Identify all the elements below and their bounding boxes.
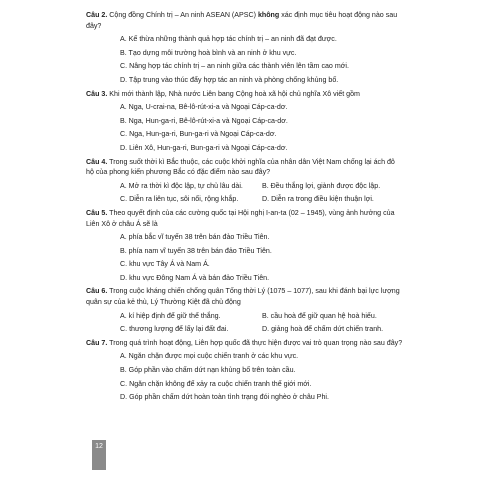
- question-number: Câu 4.: [86, 157, 108, 166]
- question-4-text: Câu 4. Trong suốt thời kì Bắc thuộc, các cuộc khởi nghĩa của nhân dân Việt Nam chống lại ách đô hộ của phong kiến phương Bắc có đặc điểm nào sau đây?: [86, 157, 395, 177]
- question-number: Câu 6.: [86, 287, 108, 296]
- option-a: A. Mở ra thời kì độc lập, tự chủ lâu dài.: [120, 181, 243, 190]
- option-d: D. khu vực Đông Nam Á và bán đảo Triều Tiên.: [120, 273, 270, 282]
- option-d: D. Liên Xô, Hun-ga-ri, Bun-ga-ri và Ngoại Cáp-ca-dơ.: [120, 143, 288, 152]
- question-3: [86, 89, 404, 100]
- option-b: B. Đều thắng lợi, giành được độc lập.: [262, 181, 381, 190]
- option-c: C. Nâng hợp tác chính trị – an ninh giữa các thành viên lên tầm cao mới.: [120, 62, 349, 71]
- question-number: Câu 2.: [86, 11, 108, 19]
- option-row: [120, 194, 404, 205]
- question-number: Câu 7.: [86, 338, 108, 347]
- option-c: C. thương lượng để lấy lại đất đai.: [120, 325, 229, 334]
- option-row: [120, 311, 404, 322]
- question-2: [86, 10, 404, 31]
- option-c: C. Diễn ra liên tục, sôi nổi, rộng khắp.: [120, 195, 239, 204]
- question-5: [86, 208, 404, 229]
- option-row: [120, 181, 404, 192]
- option-d: D. Góp phần chấm dứt hoàn toàn tình trạng đói nghèo ở châu Phi.: [120, 393, 329, 402]
- option-a: A. phía bắc vĩ tuyến 38 trên bán đảo Triều Tiên.: [120, 233, 270, 242]
- question-5-text: Câu 5. Theo quyết định của các cường quốc tại Hội nghị I-an-ta (02 – 1945), vùng ảnh hưởng của Liên Xô ở châu Á sẽ là: [86, 208, 395, 228]
- option-a: A. Ngăn chặn được mọi cuộc chiến tranh ở các khu vực.: [120, 352, 299, 361]
- option-row: [120, 324, 404, 335]
- option-b: B. cầu hoà để giữ quan hệ hoà hiếu.: [262, 311, 377, 320]
- question-number: Câu 5.: [86, 208, 108, 217]
- question-3-text: Câu 3. Khi mới thành lập, Nhà nước Liên bang Cộng hoà xã hội chủ nghĩa Xô viết gồm: [86, 89, 360, 98]
- option-d: D. Tập trung vào thúc đẩy hợp tác an ninh và phòng chống khủng bố.: [120, 75, 339, 84]
- option-a: A. kí hiệp định để giữ thể thắng.: [120, 311, 221, 320]
- emphasis-word: không: [257, 11, 280, 19]
- question-list: [86, 10, 404, 406]
- option-b: B. phía nam vĩ tuyến 38 trên bán đảo Triều Tiên.: [120, 246, 272, 255]
- question-4: [86, 157, 404, 178]
- question-number: Câu 3.: [86, 89, 108, 98]
- option-c: C. Nga, Hun-ga-ri, Bun-ga-ri và Ngoại Cáp-ca-dơ.: [120, 130, 277, 139]
- question-2-text: Câu 2. Cộng đồng Chính trị – An ninh ASEAN (APSC) không xác định mục tiêu hoạt động nào sau đây?: [86, 11, 398, 30]
- option-c: C. Ngăn chặn không để xảy ra cuộc chiến tranh thế giới mới.: [120, 379, 312, 388]
- option-a: A. Nga, U-crai-na, Bê-lô-rút-xi-a và Ngoại Cáp-ca-dơ.: [120, 103, 288, 112]
- option-d: D. giảng hoà để chấm dứt chiến tranh.: [262, 325, 384, 334]
- question-7-text: Câu 7. Trong quá trình hoạt động, Liên hợp quốc đã thực hiện được vai trò quan trọng nào sau đây?: [86, 338, 403, 347]
- option-b: B. Tạo dựng môi trường hoà bình và an ninh ở khu vực.: [120, 48, 297, 57]
- question-6-text: Câu 6. Trong cuộc kháng chiến chống quân Tống thời Lý (1075 – 1077), sau khi đánh bại lực lượng quân sự của kẻ thù, Lý Thường Kiệt đã chủ động: [86, 287, 400, 307]
- option-a: A. Kế thừa những thành quả hợp tác chính trị – an ninh đã đạt được.: [120, 35, 337, 44]
- option-b: B. Góp phần vào chấm dứt nạn khủng bố trên toàn cầu.: [120, 366, 296, 375]
- question-6: [86, 286, 404, 307]
- page-number: 12: [92, 440, 106, 470]
- option-c: C. khu vực Tây Á và Nam Á.: [120, 260, 210, 269]
- option-d: D. Diễn ra trong điều kiện thuận lợi.: [262, 195, 374, 204]
- option-b: B. Nga, Hun-ga-ri, Bê-lô-rút-xi-a và Ngoại Cáp-ca-dơ.: [120, 116, 288, 125]
- question-7: [86, 338, 404, 349]
